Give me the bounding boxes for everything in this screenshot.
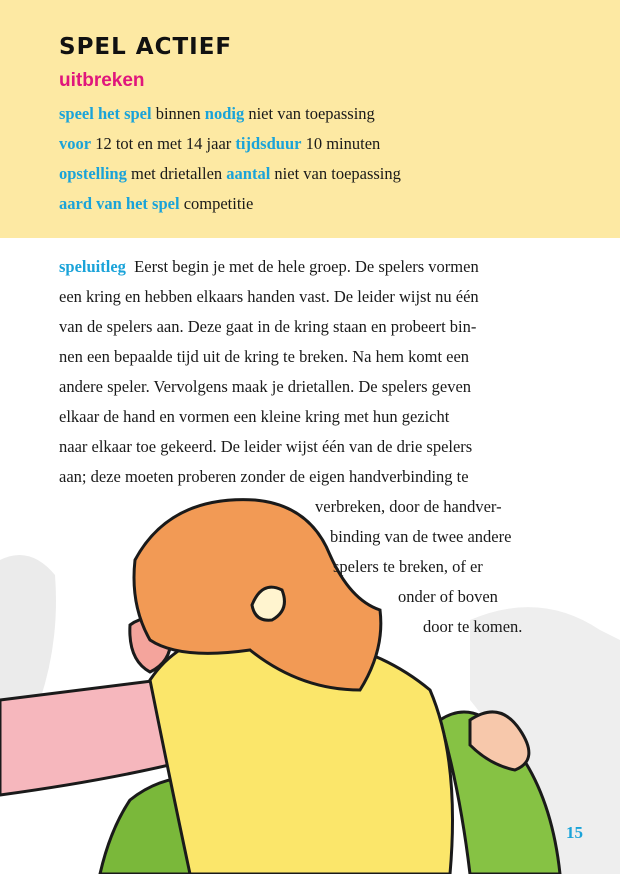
voor-value: 12 tot en met 14 jaar xyxy=(95,134,232,153)
tijdsduur-label: tijdsduur xyxy=(235,134,302,153)
meta-line-aard xyxy=(59,194,253,214)
game-description xyxy=(59,252,564,642)
body-line: spelers te breken, of er xyxy=(333,557,483,576)
body-line: verbreken, door de handver- xyxy=(315,497,502,516)
speluitleg-label: speluitleg xyxy=(59,257,126,276)
page-number: 15 xyxy=(566,823,583,842)
aantal-label: aantal xyxy=(226,164,271,183)
meta-line-opstelling xyxy=(59,164,401,184)
voor-label: voor xyxy=(59,134,92,153)
body-line: aan; deze moeten proberen zonder de eigen handverbinding te xyxy=(59,467,469,486)
meta-line-voor xyxy=(59,134,380,154)
nodig-label: nodig xyxy=(204,104,245,123)
body-line: binding van de twee andere xyxy=(330,527,512,546)
spel-value: binnen xyxy=(155,104,201,123)
aard-label: aard van het spel xyxy=(59,194,180,213)
tijdsduur-value: 10 minuten xyxy=(305,134,381,153)
body-line: naar elkaar toe gekeerd. De leider wijst één van de drie spelers xyxy=(59,437,473,456)
aard-value: competitie xyxy=(183,194,254,213)
opstelling-value: met drietallen xyxy=(130,164,223,183)
game-name: uitbreken xyxy=(59,70,145,91)
body-line: door te komen. xyxy=(423,617,523,636)
nodig-value: niet van toepassing xyxy=(248,104,375,123)
body-line xyxy=(59,252,564,282)
aantal-value: niet van toepassing xyxy=(274,164,401,183)
body-line: van de spelers aan. Deze gaat in de kring staan en probeert bin- xyxy=(59,317,477,336)
body-line: andere speler. Vervolgens maak je drietallen. De spelers geven xyxy=(59,377,472,396)
body-line: nen een bepaalde tijd uit de kring te breken. Na hem komt een xyxy=(59,347,470,366)
body-line: onder of boven xyxy=(398,587,498,606)
body-line: een kring en hebben elkaars handen vast. De leider wijst nu één xyxy=(59,287,479,306)
body-line-text: Eerst begin je met de hele groep. De spelers vormen xyxy=(134,257,479,276)
opstelling-label: opstelling xyxy=(59,164,127,183)
meta-line-spel xyxy=(59,104,375,124)
page-title: SPEL ACTIEF xyxy=(59,34,233,60)
body-line: elkaar de hand en vormen een kleine kring met hun gezicht xyxy=(59,407,450,426)
spel-label: speel het spel xyxy=(59,104,152,123)
